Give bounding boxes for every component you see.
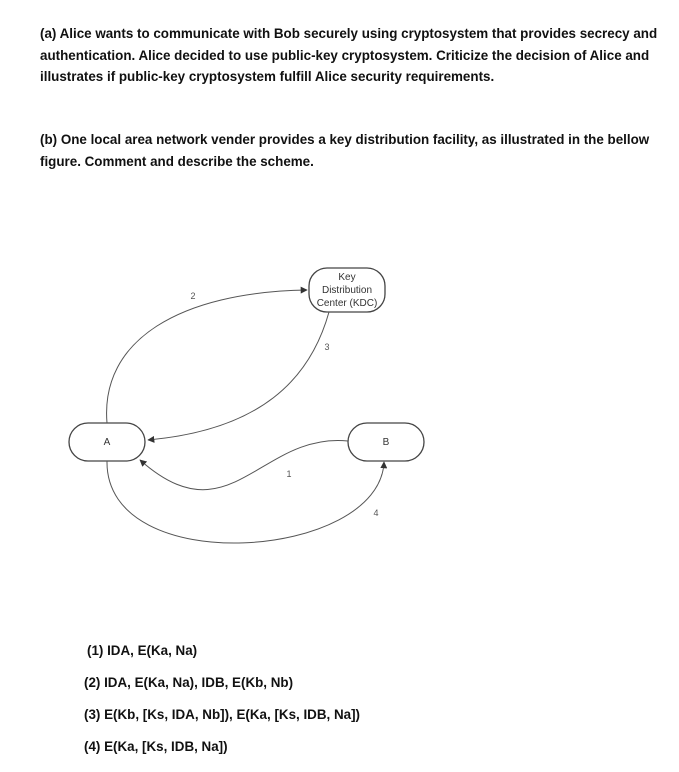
edge-4-label: 4 (373, 508, 379, 518)
edge-3-kdc-to-a (148, 312, 329, 440)
edge-1-b-to-a (140, 440, 348, 489)
node-b-label: B (382, 437, 390, 448)
edge-4-a-to-b (107, 461, 384, 543)
message-2: (2) IDA, E(Ka, Na), IDB, E(Kb, Nb) (84, 675, 294, 690)
message-1: (1) IDA, E(Ka, Na) (87, 643, 198, 658)
message-4: (4) E(Ka, [Ks, IDB, Na]) (84, 739, 228, 754)
kdc-label-line-1: Key (338, 272, 356, 283)
question-b-text: (b) One local area network vender provides a key distribution facility, as illustrated in the bellow figure. Comment and describe the scheme. (40, 132, 650, 169)
edge-1-label: 1 (286, 469, 292, 479)
edge-3-label: 3 (324, 342, 330, 352)
kdc-label-line-3: Center (KDC) (316, 298, 378, 309)
kdc-label-line-2: Distribution (321, 285, 373, 296)
node-b (348, 423, 424, 461)
question-a-text: (a) Alice wants to communicate with Bob securely using cryptosystem that provides secrecy and authentication. Alice decided to use public-key cryptosystem. Criticize the decision of Alice and illustrates if public-key cryptosystem fulfill Alice security requirements. (40, 26, 658, 84)
kdc-node (309, 268, 385, 312)
node-a-label: A (103, 437, 111, 448)
message-3: (3) E(Kb, [Ks, IDA, Nb]), E(Ka, [Ks, IDB, Na]) (84, 707, 360, 722)
edge-2-label: 2 (190, 291, 196, 301)
edge-2-a-to-kdc (107, 290, 307, 423)
node-a (69, 423, 145, 461)
